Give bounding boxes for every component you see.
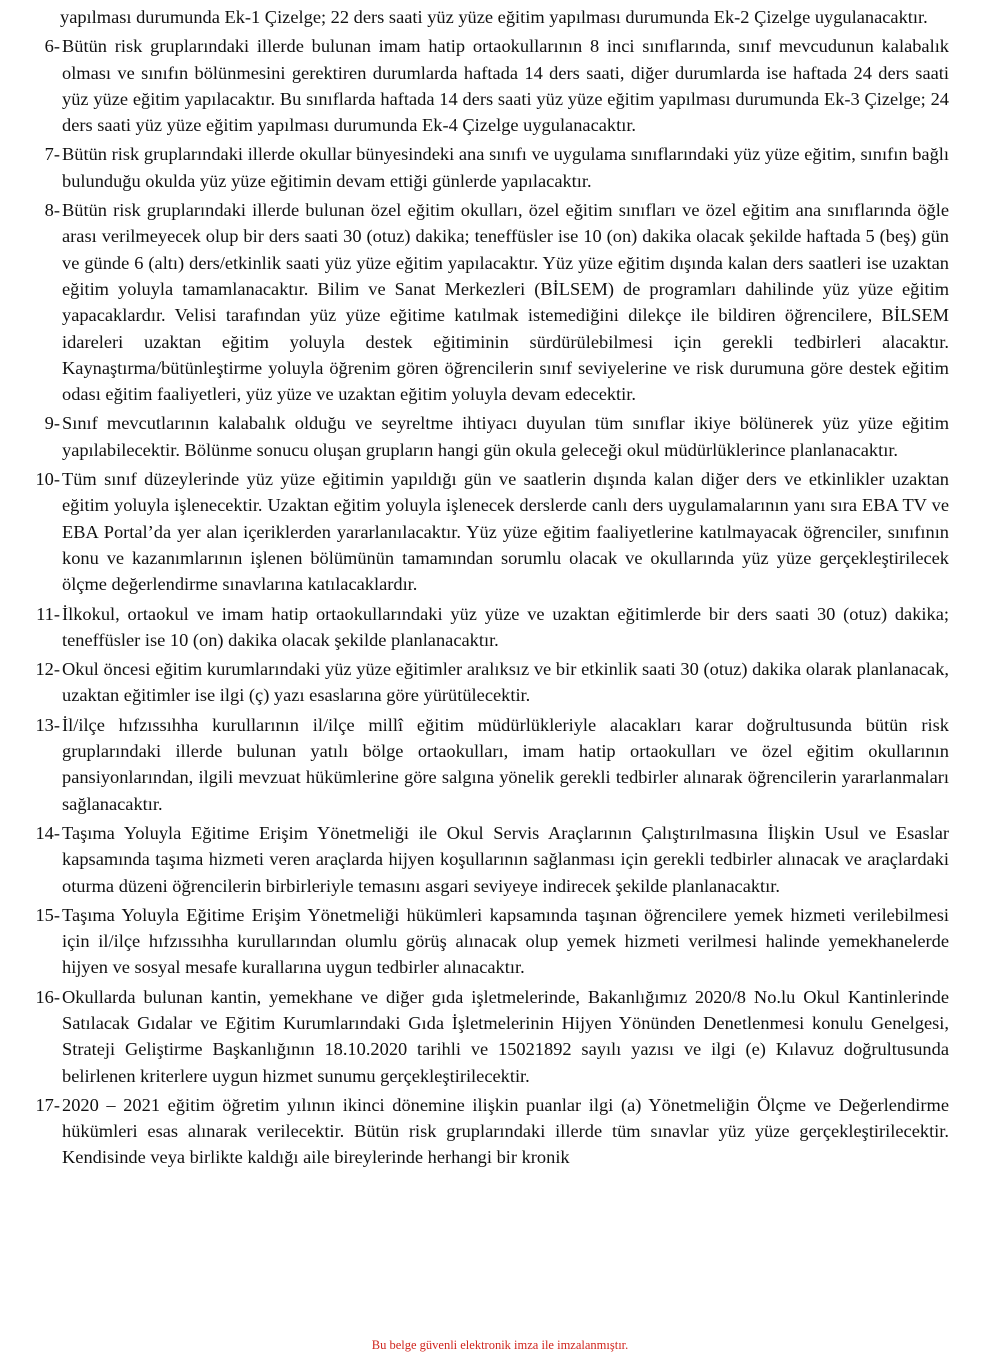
list-item [24,712,949,817]
numbered-list [24,33,949,1170]
list-item [24,601,949,654]
item-text: Bütün risk gruplarındaki illerde bulunan özel eğitim okulları, özel eğitim sınıfları ve özel eğitim ana sınıflarında öğle arası verilmeyecek olup bir ders saati 30 (otuz) dakika; teneffüsler ise 10 (on) dakika olacak şekilde haftada 5 (beş) gün ve günde 6 (altı) ders/etkinlik saati yüz yüze eğitim yapılacaktır. Yüz yüze eğitim dışında kalan ders saatleri ise uzaktan eğitim yoluyla tamamlanacaktır. Bilim ve Sanat Merkezleri (BİLSEM) de programları dahilinde yüz yüze eğitim yapacaklardır. Velisi tarafından yüz yüze eğitime katılmak istemediğini dilekçe ile bildiren öğrencilere, BİLSEM idareleri uzaktan eğitim yoluyla destek eğitiminin sürdürülebilmesi için gerekli tedbirleri alacaktır. Kaynaştırma/bütünleştirme yoluyla öğrenim gören öğrencilerin sınıf seviyelerine ve risk durumuna göre destek eğitim odası eğitim faaliyetleri, yüz yüze ve uzaktan eğitim yoluyla devam edecektir. [62,200,949,405]
item-text: İlkokul, ortaokul ve imam hatip ortaokullarındaki yüz yüze ve uzaktan eğitimlerde bir ders saati 30 (otuz) dakika; teneffüsler ise 10 (on) dakika olacak şekilde planlanacaktır. [62,603,949,650]
item-number: 9- [44,413,60,434]
list-item [24,141,949,194]
item-text: Sınıf mevcutlarının kalabalık olduğu ve seyreltme ihtiyacı duyulan tüm sınıflar ikiye bölünerek yüz yüze eğitim yapılabilecektir. Bölünme sonucu oluşan grupların hangi gün okula geleceği okul müdürlüklerince planlanacaktır. [62,413,949,460]
list-item [24,984,949,1089]
intro-paragraph: yapılması durumunda Ek-1 Çizelge; 22 ders saati yüz yüze eğitim yapılması durumunda Ek-2 Çizelge uygulanacaktır. [60,7,928,27]
item-text: Tüm sınıf düzeylerinde yüz yüze eğitimin yapıldığı gün ve saatlerin dışında kalan diğer ders ve etkinlikler uzaktan eğitim yoluyla işlenecektir. Uzaktan eğitim yoluyla işlenecek derslerde canlı ders uygulamalarının yanı sıra EBA TV ve EBA Portal’da yer alan içeriklerden yararlanılacaktır. Yüz yüze eğitim faaliyetlerine katılmayacak öğrenciler, sınıfının konu ve kazanımlarının işlenen bölümünün tamamından sorumlu olacak ve okullarında yüz yüze gerçekleştirilecek ölçme değerlendirme sınavlarına katılacaklardır. [62,469,949,595]
item-text: Taşıma Yoluyla Eğitime Erişim Yönetmeliği ile Okul Servis Araçlarının Çalıştırılmasına İlişkin Usul ve Esaslar kapsamında taşıma hizmeti veren araçlarda hijyen koşullarının sağlanması için gerekli tedbirler alınacak ve araçlardaki oturma düzeni öğrencilerin birbirleriyle temasını asgari seviyeye indirecek şekilde planlanacaktır. [62,822,949,896]
list-item [24,410,949,463]
item-number: 15- [35,904,60,925]
item-text: Okullarda bulunan kantin, yemekhane ve diğer gıda işletmelerinde, Bakanlığımız 2020/8 No.lu Okul Kantinlerinde Satılacak Gıdalar ve Eğitim Kurumlarındaki Gıda İşletmelerinin Hijyen Yönünden Denetlenmesi konulu Genelgesi, Strateji Geliştirme Başkanlığının 18.10.2020 tarihli ve 15021892 sayılı yazısı ve ilgi (e) Kılavuz doğrultusunda belirlenen kriterlere uygun hizmet sunumu gerçekleştirilecektir. [62,986,949,1086]
item-number: 12- [35,659,60,680]
item-number: 13- [35,714,60,735]
item-number: 6- [44,36,60,57]
item-number: 14- [35,822,60,843]
item-text: Okul öncesi eğitim kurumlarındaki yüz yüze eğitimler aralıksız ve bir etkinlik saati 30 (otuz) dakika olarak planlanacak, uzaktan eğitimler ise ilgi (ç) yazı esaslarına göre yürütülecektir. [62,659,949,706]
item-text: Bütün risk gruplarındaki illerde bulunan imam hatip ortaokullarının 8 inci sınıflarında, sınıf mevcudunun kalabalık olması ve sınıfın bölünmesini gerektiren durumlarda haftada 14 ders saati, diğer durumlarda ise haftada 24 ders saati yüz yüze eğitim yapılacaktır. Bu sınıflarda haftada 14 ders saati yüz yüze eğitim yapılması durumunda Ek-3 Çizelge; 24 ders saati yüz yüze eğitim yapılması durumunda Ek-4 Çizelge uygulanacaktır. [62,36,949,136]
item-number: 17- [35,1094,60,1115]
item-number: 10- [35,469,60,490]
item-text: İl/ilçe hıfzıssıhha kurullarının il/ilçe millî eğitim müdürlükleriyle alacakları karar doğrultusunda bütün risk gruplarındaki illerde bulunan yatılı bölge ortaokulları, imam hatip ortaokulları ve özel eğitim okullarının pansiyonlarından, ilgili mevzuat hükümlerine göre salgına yönelik gerekli tedbirler alınarak öğrencilerin yararlanmaları sağlanacaktır. [62,714,949,814]
list-item [24,33,949,138]
list-item [24,656,949,709]
item-number: 16- [35,986,60,1007]
item-text: Taşıma Yoluyla Eğitime Erişim Yönetmeliği hükümleri kapsamında taşınan öğrencilere yemek hizmeti verilebilmesi için il/ilçe hıfzıssıhha kurullarından olumlu görüş alınacak olup yemek hizmeti verilmesi halinde yemekhanelerde hijyen ve sosyal mesafe kurallarına uygun tedbirler alınacaktır. [62,904,949,978]
item-number: 7- [44,144,60,165]
document-body [24,4,949,1171]
item-text: 2020 – 2021 eğitim öğretim yılının ikinci dönemine ilişkin puanlar ilgi (a) Yönetmeliğin Ölçme ve Değerlendirme hükümleri esas alınarak verilecektir. Bütün risk gruplarındaki illerde tüm sınavlar yüz yüze gerçekleştirilecektir. Kendisinde veya birlikte kaldığı aile bireylerinde herhangi bir kronik [62,1094,949,1168]
list-item [24,197,949,407]
list-item [24,466,949,597]
item-number: 11- [36,603,60,624]
item-text: Bütün risk gruplarındaki illerde okullar bünyesindeki ana sınıfı ve uygulama sınıflarındaki yüz yüze eğitim, sınıfın bağlı bulunduğu okulda yüz yüze eğitimin devam ettiği günlerde yapılacaktır. [62,144,949,191]
list-item [24,902,949,981]
list-item [24,820,949,899]
list-item [24,1092,949,1171]
signature-notice: Bu belge güvenli elektronik imza ile imzalanmıştır. [371,1338,629,1352]
item-number: 8- [44,200,60,221]
